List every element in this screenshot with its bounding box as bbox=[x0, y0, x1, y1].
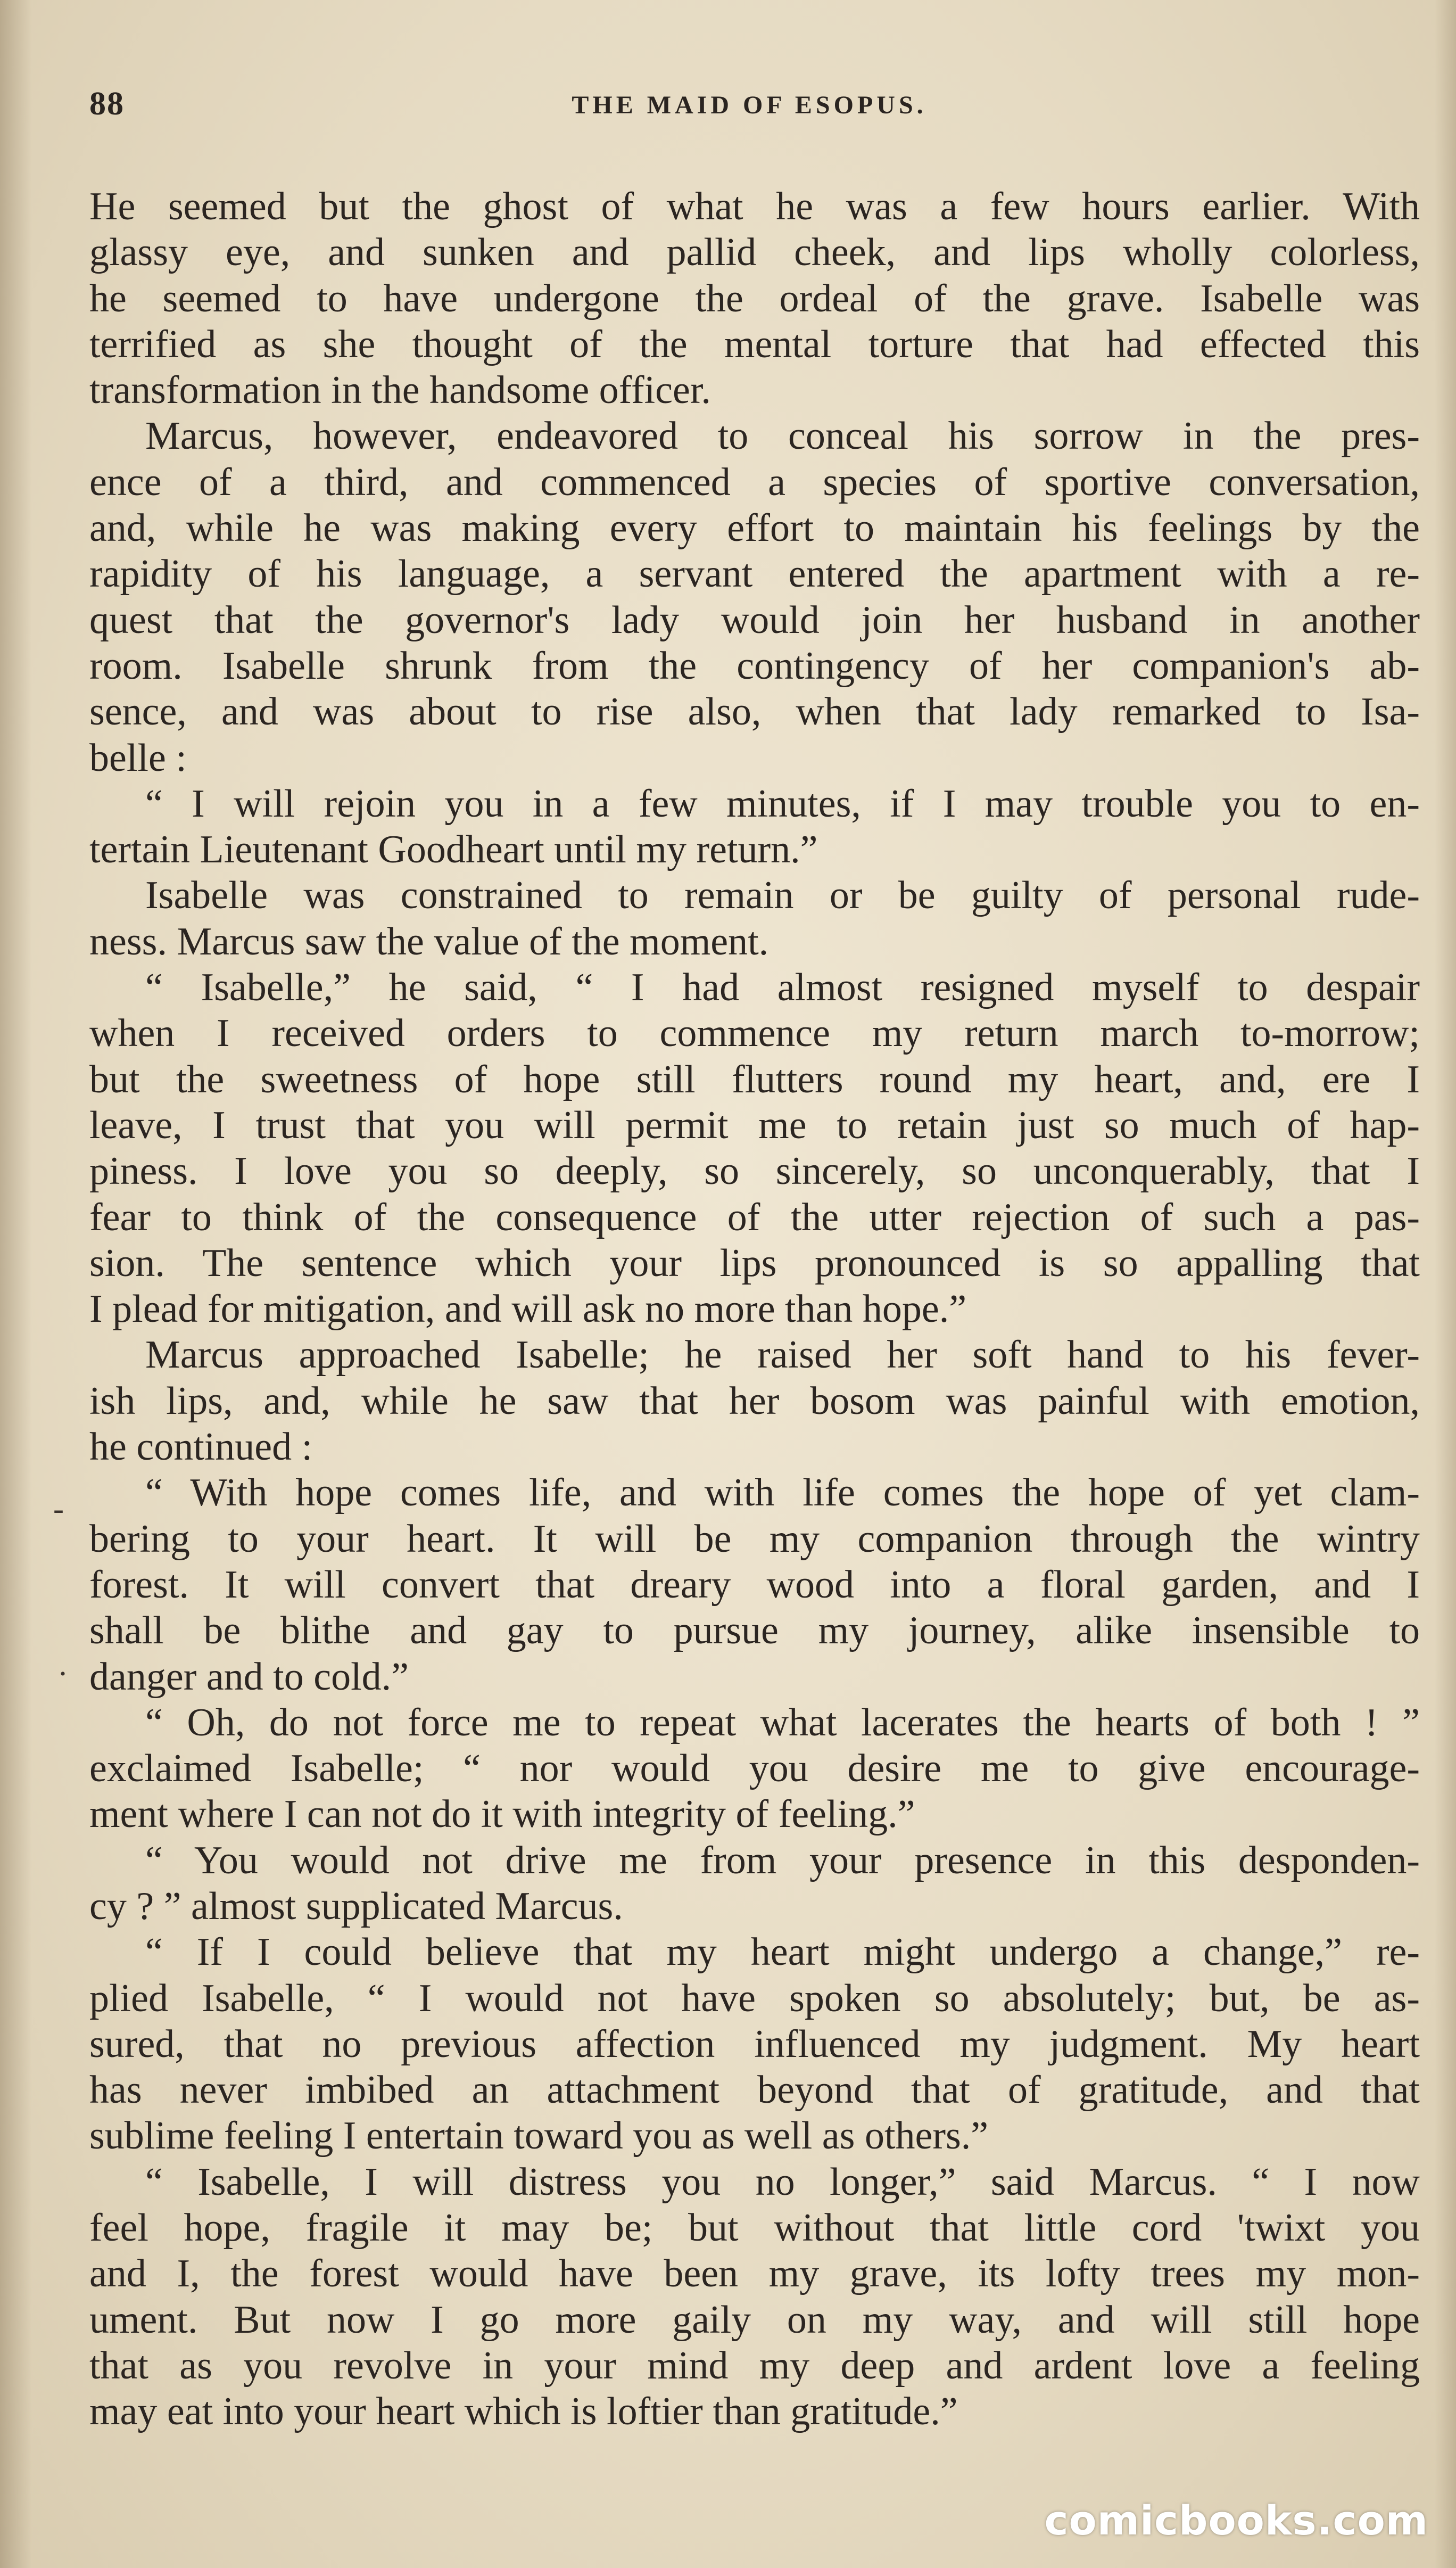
paragraph bbox=[89, 873, 1420, 965]
text-line: sence, and was about to rise also, when that lady remarked to Isa- bbox=[89, 690, 1420, 734]
margin-speck: - bbox=[53, 1491, 64, 1526]
text-line: ument. But now I go more gaily on my way, and will still hope bbox=[89, 2298, 1420, 2342]
text-line: cy ? ” almost supplicated Marcus. bbox=[89, 1884, 623, 1928]
text-line: transformation in the handsome officer. bbox=[89, 368, 711, 413]
text-line: “ Isabelle, I will distress you no longer,” said Marcus. “ I now bbox=[145, 2160, 1420, 2204]
text-line: and I, the forest would have been my grave, its lofty trees my mon- bbox=[89, 2252, 1420, 2296]
spine-shadow bbox=[0, 0, 32, 2568]
text-line: exclaimed Isabelle; “ nor would you desire me to give encourage- bbox=[89, 1747, 1420, 1791]
text-line: that as you revolve in your mind my deep and ardent love a feeling bbox=[89, 2343, 1420, 2388]
paragraph bbox=[89, 1838, 1420, 1930]
margin-speck: · bbox=[57, 1656, 68, 1691]
text-line: “ With hope comes life, and with life comes the hope of yet clam- bbox=[145, 1471, 1420, 1515]
text-line: I plead for mitigation, and will ask no more than hope.” bbox=[89, 1287, 967, 1331]
watermark: comicbooks.com bbox=[1044, 2497, 1428, 2544]
text-line: forest. It will convert that dreary wood into a floral garden, and I bbox=[89, 1562, 1420, 1607]
text-line: bering to your heart. It will be my companion through the wintry bbox=[89, 1517, 1420, 1561]
text-line: ment where I can not do it with integrity of feeling.” bbox=[89, 1792, 915, 1837]
paragraph bbox=[89, 2159, 1420, 2435]
text-line: sion. The sentence which your lips pronounced is so appalling that bbox=[89, 1241, 1420, 1285]
text-line: “ If I could believe that my heart might undergo a change,” re- bbox=[145, 1930, 1420, 1974]
text-line: plied Isabelle, “ I would not have spoken so absolutely; but, be as- bbox=[89, 1976, 1420, 2020]
text-line: “ You would not drive me from your presence in this desponden- bbox=[145, 1838, 1420, 1882]
text-line: he continued : bbox=[89, 1425, 313, 1469]
text-line: piness. I love you so deeply, so sincerely, so unconquerably, that I bbox=[89, 1149, 1420, 1194]
text-line: Marcus approached Isabelle; he raised her soft hand to his fever- bbox=[145, 1333, 1420, 1377]
text-line: ish lips, and, while he saw that her bosom was painful with emotion, bbox=[89, 1379, 1420, 1423]
paragraph bbox=[89, 1332, 1420, 1470]
text-line: fear to think of the consequence of the utter rejection of such a pas- bbox=[89, 1195, 1420, 1239]
text-line: leave, I trust that you will permit me to retain just so much of hap- bbox=[89, 1103, 1420, 1147]
text-line: danger and to cold.” bbox=[89, 1655, 409, 1699]
paragraph bbox=[89, 413, 1420, 780]
text-line: may eat into your heart which is loftier than gratitude.” bbox=[89, 2390, 958, 2434]
running-header bbox=[89, 85, 1409, 133]
body-text bbox=[89, 184, 1420, 2435]
text-line: shall be blithe and gay to pursue my journey, alike insensible to bbox=[89, 1609, 1420, 1653]
text-line: Isabelle was constrained to remain or be guilty of personal rude- bbox=[145, 874, 1420, 918]
text-line: He seemed but the ghost of what he was a few hours earlier. With bbox=[89, 185, 1420, 228]
text-line: room. Isabelle shrunk from the contingency of her companion's ab- bbox=[89, 644, 1420, 688]
text-line: glassy eye, and sunken and pallid cheek, and lips wholly colorless, bbox=[89, 231, 1420, 275]
text-line: when I received orders to commence my return march to-morrow; bbox=[89, 1011, 1420, 1056]
page-number: 88 bbox=[89, 86, 125, 122]
text-line: “ Isabelle,” he said, “ I had almost resigned myself to despair bbox=[145, 966, 1420, 1010]
text-line: belle : bbox=[89, 736, 187, 780]
paragraph bbox=[89, 184, 1420, 413]
text-line: Marcus, however, endeavored to conceal his sorrow in the pres- bbox=[145, 414, 1420, 458]
page-edge-shadow bbox=[1435, 0, 1456, 2568]
paragraph bbox=[89, 1700, 1420, 1838]
text-line: has never imbibed an attachment beyond that of gratitude, and that bbox=[89, 2068, 1420, 2112]
paragraph bbox=[89, 1929, 1420, 2159]
text-line: “ I will rejoin you in a few minutes, if I may trouble you to en- bbox=[145, 781, 1420, 826]
text-line: he seemed to have undergone the ordeal of the grave. Isabelle was bbox=[89, 276, 1420, 320]
text-line: ness. Marcus saw the value of the moment. bbox=[89, 919, 769, 964]
paragraph bbox=[89, 965, 1420, 1332]
paragraph bbox=[89, 1470, 1420, 1699]
text-line: terrified as she thought of the mental torture that had effected this bbox=[89, 322, 1420, 366]
paragraph bbox=[89, 781, 1420, 873]
text-line: sublime feeling I entertain toward you as well as others.” bbox=[89, 2114, 989, 2158]
text-line: feel hope, fragile it may be; but without that little cord 'twixt you bbox=[89, 2206, 1420, 2250]
text-line: rapidity of his language, a servant entered the apartment with a re- bbox=[89, 552, 1420, 596]
text-line: and, while he was making every effort to maintain his feelings by the bbox=[89, 506, 1420, 550]
text-line: sured, that no previous affection influenced my judgment. My heart bbox=[89, 2022, 1420, 2066]
text-line: quest that the governor's lady would join her husband in another bbox=[89, 598, 1420, 642]
text-line: ence of a third, and commenced a species of sportive conversation, bbox=[89, 460, 1420, 504]
text-line: tertain Lieutenant Goodheart until my return.” bbox=[89, 828, 818, 872]
text-line: but the sweetness of hope still flutters round my heart, and, ere I bbox=[89, 1057, 1420, 1101]
text-line: “ Oh, do not force me to repeat what lacerates the hearts of both ! ” bbox=[145, 1700, 1420, 1744]
running-title: THE MAID OF ESOPUS. bbox=[572, 91, 927, 119]
